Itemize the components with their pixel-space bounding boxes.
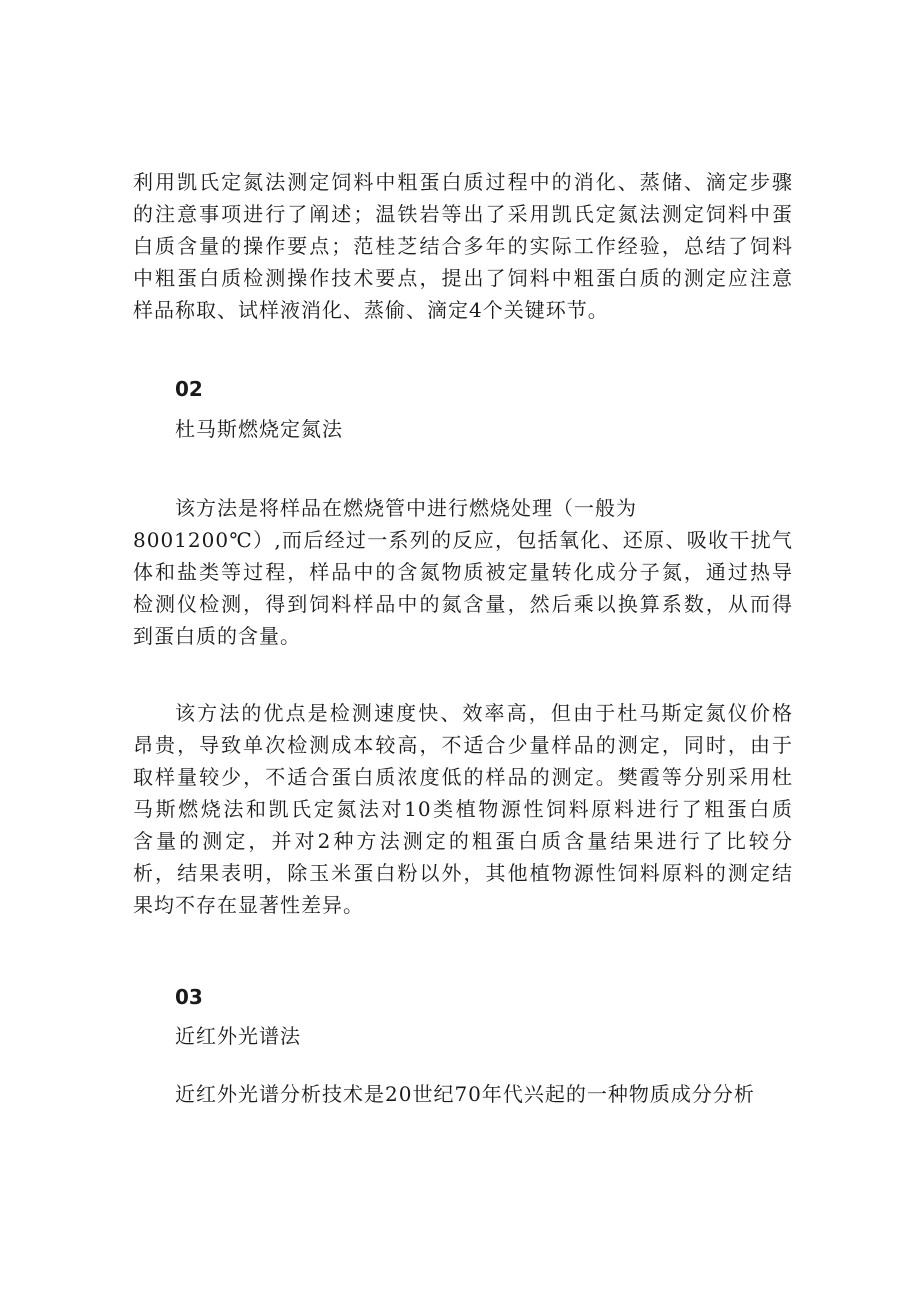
- text-line: 该方法是将样品在燃烧管中进行燃烧处理（一般为: [175, 496, 637, 520]
- text-line: 的注意事项进行了阐述；温铁岩等出了采用凯氏定氮法测定饲料中蛋: [133, 202, 793, 226]
- text-line: 马斯燃烧法和凯氏定氮法对10类植物源性饲料原料进行了粗蛋白质: [133, 797, 793, 821]
- text-line: 该方法的优点是检测速度快、效率高，但由于杜马斯定氮仪价格: [175, 701, 793, 725]
- section-title: 杜马斯燃烧定氮法: [175, 417, 343, 441]
- section03-paragraph-1: [133, 1078, 793, 1110]
- text-line: 昂贵，导致单次检测成本较高，不适合少量样品的测定，同时，由于: [133, 733, 793, 757]
- text-line: 样品称取、试样液消化、蒸偷、滴定4个关键环节。: [133, 298, 609, 322]
- text-line: 取样量较少，不适合蛋白质浓度低的样品的测定。樊霞等分别采用杜: [133, 765, 793, 789]
- text-line: 析，结果表明，除玉米蛋白粉以外，其他植物源性饲料原料的测定结: [133, 861, 793, 885]
- section-number: 02: [175, 377, 203, 401]
- text-line: 检测仪检测，得到饲料样品中的氮含量，然后乘以换算系数，从而得: [133, 592, 793, 616]
- text-line: 果均不存在显著性差异。: [133, 893, 364, 917]
- section-number: 03: [175, 985, 203, 1009]
- text-line: 利用凯氏定氮法测定饲料中粗蛋白质过程中的消化、蒸储、滴定步骤: [133, 170, 793, 194]
- section02-paragraph-1: [133, 492, 793, 652]
- text-line: 含量的测定，并对2种方法测定的粗蛋白质含量结果进行了比较分: [133, 829, 793, 853]
- text-line: 体和盐类等过程，样品中的含氮物质被定量转化成分子氮，通过热导: [133, 560, 793, 584]
- text-line: 中粗蛋白质检测操作技术要点，提出了饲料中粗蛋白质的测定应注意: [133, 266, 793, 290]
- text-line: 8001200℃）,而后经过一系列的反应，包括氧化、还原、吸收干扰气: [133, 528, 793, 552]
- intro-paragraph: [133, 166, 793, 326]
- section-title: 近红外光谱法: [175, 1024, 301, 1048]
- text-line: 白质含量的操作要点；范桂芝结合多年的实际工作经验，总结了饲料: [133, 234, 793, 258]
- text-line: 到蛋白质的含量。: [133, 624, 301, 648]
- section02-paragraph-2: [133, 697, 793, 921]
- text-line: 近红外光谱分析技术是20世纪70年代兴起的一种物质成分分析: [175, 1082, 755, 1106]
